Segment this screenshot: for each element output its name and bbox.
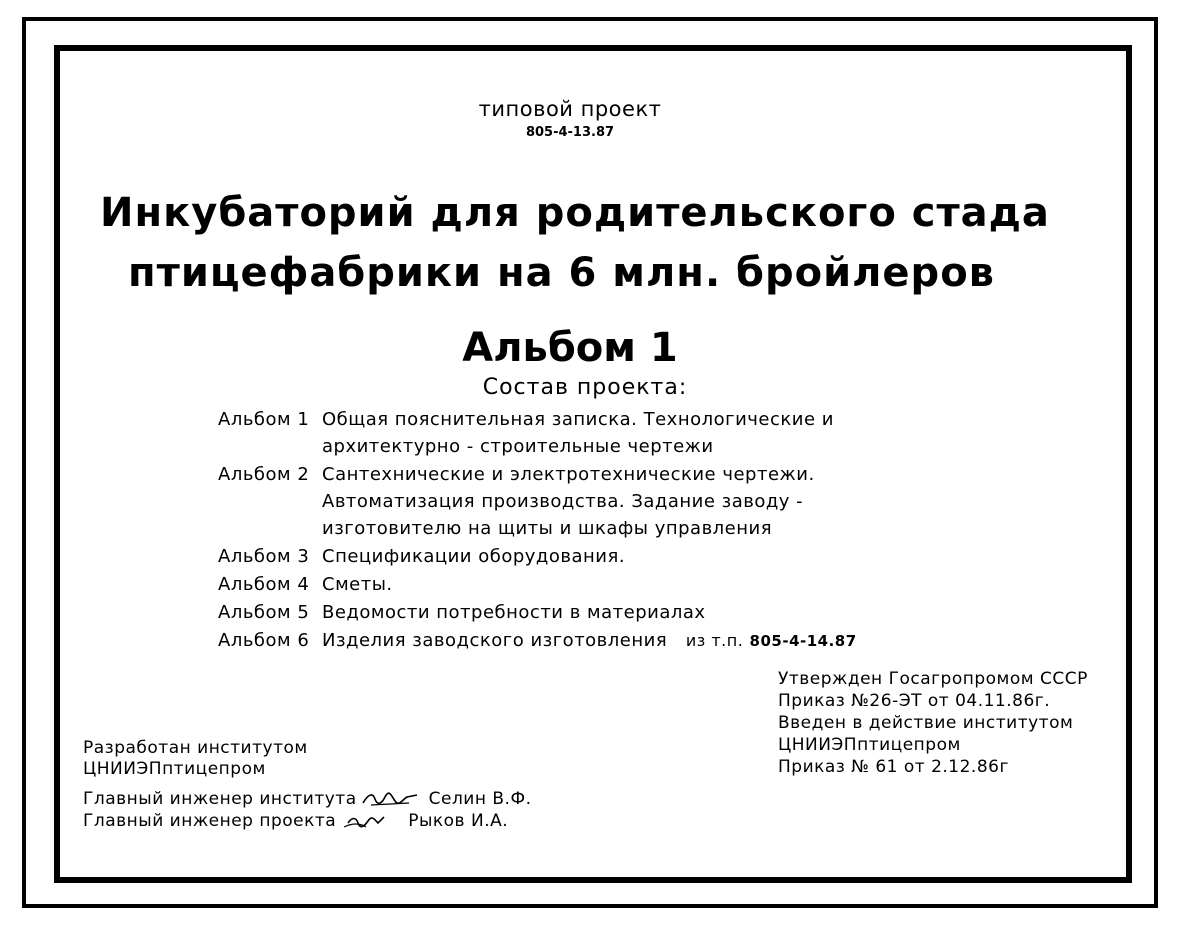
album-description: Ведомости потребности в материалах [322,602,706,623]
album-label: Альбом 4 [218,574,310,595]
album-title: Альбом 1 [462,325,678,371]
album-label: Альбом 2 [218,464,310,485]
composition-item [218,599,857,626]
composition-item [218,571,857,598]
album-description: Сантехнические и электротехнические чертежи. Автоматизация производства. Задание заводу - изготовителю на щиты и шкафы управления [322,464,815,539]
developer-institute: ЦНИИЭПптицепром [83,759,266,779]
developer-label: Разработан институтом [83,738,308,758]
chief-institute-label: Главный инженер института [83,789,357,809]
title-line-2: птицефабрики на 6 млн. бройлеров [128,250,995,296]
signature-icon [361,789,419,809]
composition-item [218,627,857,655]
title-line-1: Инкубаторий для родительского стада [100,190,1050,236]
album-label: Альбом 5 [218,602,310,623]
album-label: Альбом 6 [218,630,310,651]
chief-project-label: Главный инженер проекта [83,811,337,831]
composition-list [218,406,857,656]
reference-prefix: из т.п. [685,631,744,650]
type-label: типовой проект [478,97,662,121]
album-description: Сметы. [322,574,393,595]
album-label: Альбом 3 [218,546,310,567]
album-description: Общая пояснительная записка. Технологические и архитектурно - строительные чертежи [322,409,834,457]
composition-heading: Состав проекта: [482,375,688,400]
album-description: Изделия заводского изготовления из т.п. 805-4-14.87 [322,630,857,651]
composition-item [218,406,857,460]
signature-block [83,788,531,832]
reference-code: 805-4-14.87 [749,632,857,650]
project-code: 805-4-13.87 [525,125,615,140]
approval-block: Утвержден Госагропромом СССР Приказ №26-ЭТ от 04.11.86г. Введен в действие институтом ЦНИИЭПптицепром Приказ № 61 от 2.12.86г [778,669,1088,777]
composition-item [218,461,857,542]
signature-row [83,810,531,832]
album-description: Спецификации оборудования. [322,546,626,567]
signature-icon [340,811,398,831]
composition-item [218,543,857,570]
chief-project-name: Рыков И.А. [408,811,509,831]
signature-row [83,788,531,810]
album-label: Альбом 1 [218,409,310,430]
chief-institute-name: Селин В.Ф. [428,789,532,809]
developer-block [83,738,308,780]
